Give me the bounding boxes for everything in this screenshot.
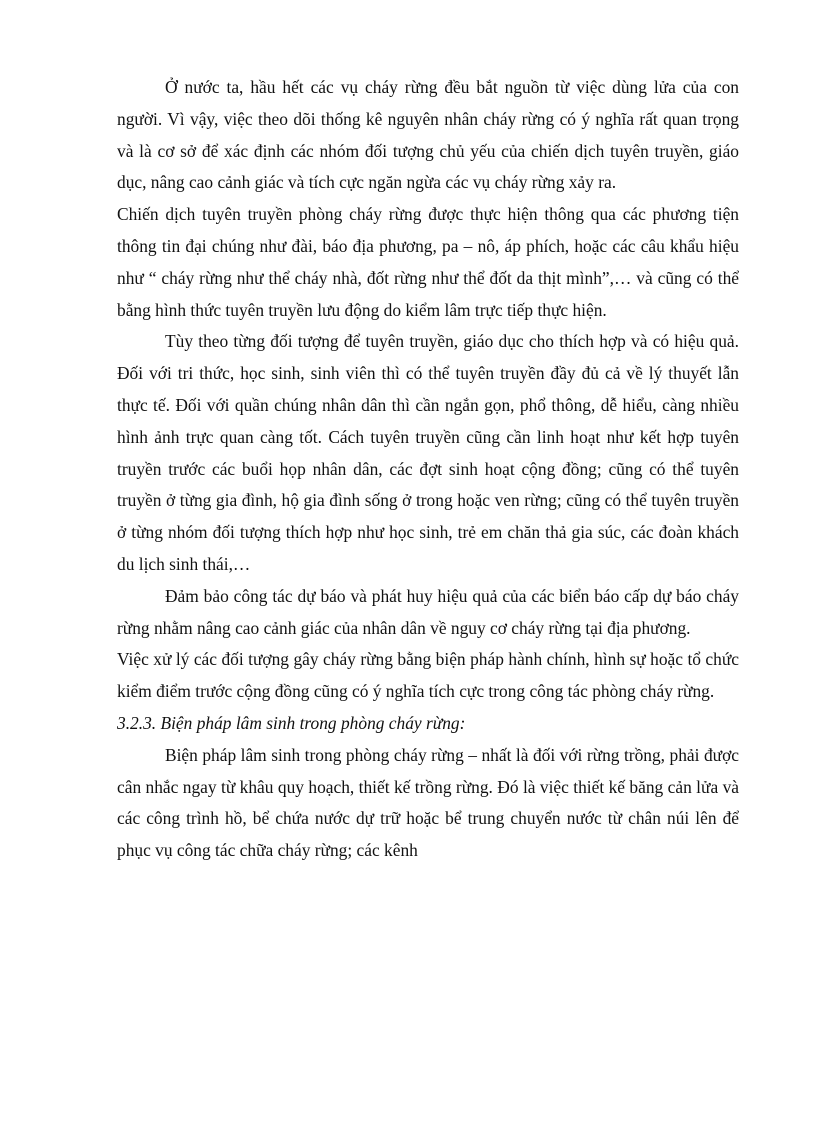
section-heading: 3.2.3. Biện pháp lâm sinh trong phòng cháy rừng:	[117, 712, 466, 733]
paragraph-fire-causes: Ở nước ta, hầu hết các vụ cháy rừng đều bắt nguồn từ việc dùng lửa của con người. Vì vậy, việc theo dõi thống kê nguyên nhân cháy rừng có ý nghĩa rất quan trọng và là cơ sở để xác định các nhóm đối tượng chủ yếu của chiến dịch tuyên truyền, giáo dục, nâng cao cảnh giác và tích cực ngăn ngừa các vụ cháy rừng xảy ra.	[117, 77, 739, 193]
document-page	[117, 72, 739, 867]
paragraph-propaganda-campaign: Chiến dịch tuyên truyền phòng cháy rừng được thực hiện thông qua các phương tiện thông tin đại chúng như đài, báo địa phương, pa – nô, áp phích, hoặc các câu khẩu hiệu như “ cháy rừng như thể cháy nhà, đốt rừng như thể đốt da thịt mình”,… và cũng có thể bằng hình thức tuyên truyền lưu động do kiểm lâm trực tiếp thực hiện.	[117, 204, 739, 320]
paragraph-target-groups: Tùy theo từng đối tượng để tuyên truyền, giáo dục cho thích hợp và có hiệu quả. Đối với tri thức, học sinh, sinh viên thì có thể tuyên truyền đầy đủ cả về lý thuyết lẫn thực tế. Đối với quần chúng nhân dân thì cần ngắn gọn, phổ thông, dễ hiểu, càng nhiều hình ảnh trực quan càng tốt. Cách tuyên truyền cũng cần linh hoạt như kết hợp tuyên truyền trước các buổi họp nhân dân, các đợt sinh hoạt cộng đồng; cũng có thể tuyên truyền ở từng gia đình, hộ gia đình sống ở trong hoặc ven rừng; cũng có thể tuyên truyền ở từng nhóm đối tượng thích hợp như học sinh, trẻ em chăn thả gia súc, các đoàn khách du lịch sinh thái,…	[117, 331, 739, 574]
paragraph-silviculture: Biện pháp lâm sinh trong phòng cháy rừng – nhất là đối với rừng trồng, phải được cân nhắc ngay từ khâu quy hoạch, thiết kế trồng rừng. Đó là việc thiết kế băng cản lửa và các công trình hồ, bể chứa nước dự trữ hoặc bể trung chuyển nước từ chân núi lên để phục vụ công tác chữa cháy rừng; các kênh	[117, 744, 739, 861]
paragraph-forecast-signs: Đảm bảo công tác dự báo và phát huy hiệu quả của các biển báo cấp dự báo cháy rừng nhằm nâng cao cảnh giác của nhân dân về nguy cơ cháy rừng tại địa phương.	[117, 585, 739, 638]
paragraph-enforcement: Việc xử lý các đối tượng gây cháy rừng bằng biện pháp hành chính, hình sự hoặc tổ chức kiểm điểm trước cộng đồng cũng có ý nghĩa tích cực trong công tác phòng cháy rừng.	[117, 649, 739, 702]
